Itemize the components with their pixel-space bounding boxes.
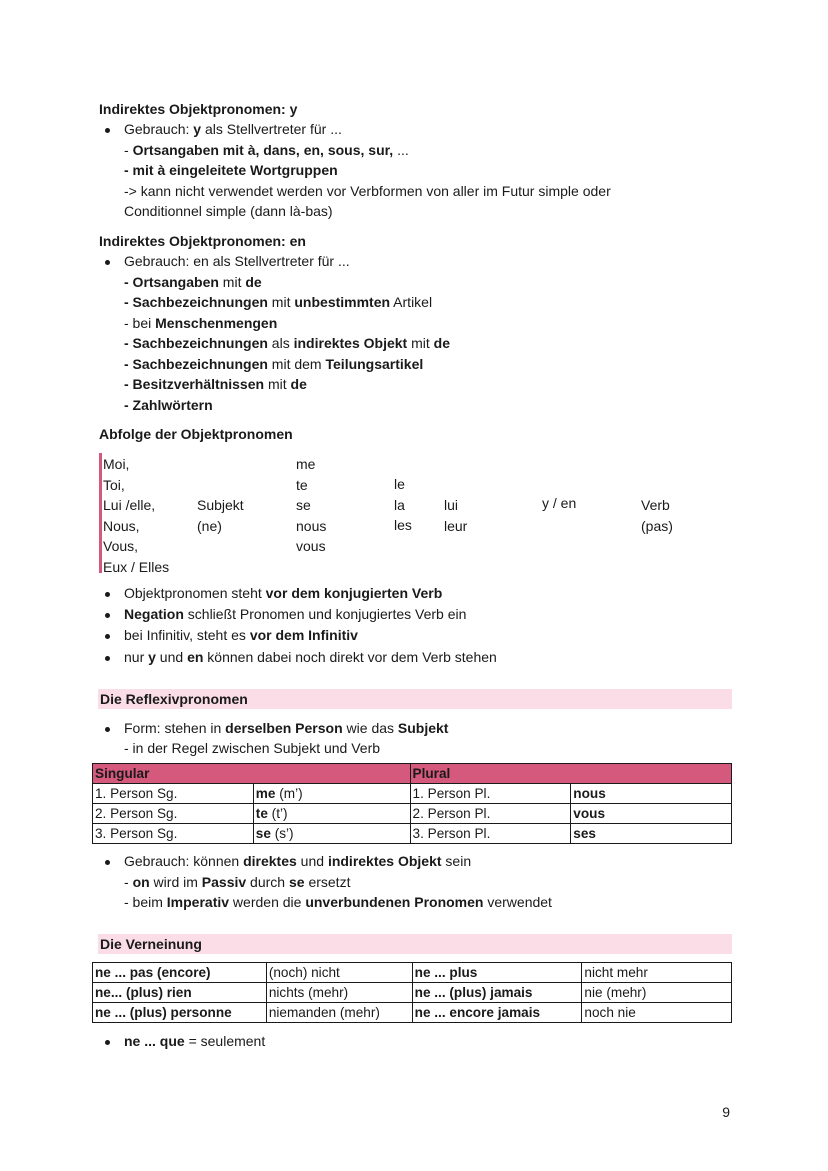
bullet-dot [105, 634, 110, 639]
table-cell: nicht mehr [582, 963, 732, 983]
reflexive-usage-line2: - on wird im Passiv durch se ersetzt [124, 874, 351, 890]
reflexive-form: Form: stehen in derselben Person wie das Subjekt [124, 720, 449, 736]
table-cell: nous [571, 784, 732, 804]
y-line-3: -> kann nicht verwendet werden vor Verbformen von aller im Futur simple oder [124, 183, 611, 199]
bullet-dot [105, 727, 110, 732]
table-cell: te (t’) [253, 804, 410, 824]
table-row [93, 983, 732, 1003]
reflexive-usage: Gebrauch: können direktes und indirektes Objekt sein [124, 853, 472, 869]
reflexive-table [92, 763, 732, 844]
head-plural: Plural [410, 764, 731, 784]
en-line-4: - Sachbezeichnungen als indirektes Objekt mit de [124, 335, 450, 351]
order-accent-bar [99, 453, 102, 573]
order-col-me: me te se nous vous [296, 456, 327, 554]
table-cell: ses [571, 824, 732, 844]
order-bullet-1: Objektpronomen steht vor dem konjugierten Verb [124, 585, 443, 601]
table-cell: 2. Person Sg. [93, 804, 254, 824]
bullet-dot [105, 128, 110, 133]
table-cell: (noch) nicht [266, 963, 412, 983]
en-line-3: - bei Menschenmengen [124, 315, 278, 331]
table-cell: ne... (plus) rien [93, 983, 267, 1003]
negation-table [92, 962, 732, 1023]
order-col-subject: Moi, Toi, Lui /elle, Nous, Vous, Eux / Elles [103, 456, 170, 575]
page-number: 9 [722, 1104, 730, 1120]
en-line-1: - Ortsangaben mit de [124, 274, 262, 290]
reflexive-usage-line3: - beim Imperativ werden die unverbundenen Pronomen verwendet [124, 894, 552, 910]
bullet-dot [105, 592, 110, 597]
en-usage: Gebrauch: en als Stellvertreter für ... [124, 253, 350, 269]
table-cell: 3. Person Sg. [93, 824, 254, 844]
order-bullet-4: nur y und en können dabei noch direkt vor dem Verb stehen [124, 649, 497, 665]
table-cell: ne ... (plus) personne [93, 1003, 267, 1023]
reflexive-form-line2: - in der Regel zwischen Subjekt und Verb [124, 740, 381, 756]
heading-order: Abfolge der Objektpronomen [99, 426, 293, 442]
table-row [93, 824, 732, 844]
table-row [93, 784, 732, 804]
table-cell: noch nie [582, 1003, 732, 1023]
y-line-2: - mit à eingeleitete Wortgruppen [124, 162, 338, 178]
order-col-verb: Verb (pas) [641, 497, 673, 534]
en-line-5: - Sachbezeichnungen mit dem Teilungsartikel [124, 356, 424, 372]
heading-y: Indirektes Objektpronomen: y [99, 101, 298, 117]
table-row [93, 963, 732, 983]
table-cell: 1. Person Pl. [410, 784, 571, 804]
table-cell: 3. Person Pl. [410, 824, 571, 844]
table-cell: se (s’) [253, 824, 410, 844]
en-line-7: - Zahlwörtern [124, 397, 213, 413]
table-row [93, 1003, 732, 1023]
table-cell: ne ... (plus) jamais [412, 983, 582, 1003]
en-line-2: - Sachbezeichnungen mit unbestimmten Artikel [124, 294, 433, 310]
heading-reflexive: Die Reflexivpronomen [98, 689, 732, 709]
table-cell: ne ... plus [412, 963, 582, 983]
table-cell: 1. Person Sg. [93, 784, 254, 804]
table-row [93, 804, 732, 824]
negation-que: ne ... que = seulement [124, 1033, 266, 1049]
bullet-dot [105, 613, 110, 618]
table-cell: ne ... pas (encore) [93, 963, 267, 983]
bullet-dot [105, 656, 110, 661]
order-col-subjekt: Subjekt (ne) [197, 497, 244, 534]
bullet-dot [105, 860, 110, 865]
table-cell: nie (mehr) [582, 983, 732, 1003]
table-cell: vous [571, 804, 732, 824]
order-col-lui: lui leur [444, 497, 468, 534]
y-usage: Gebrauch: y als Stellvertreter für ... [124, 121, 342, 137]
heading-en: Indirektes Objektpronomen: en [99, 233, 306, 249]
table-cell: nichts (mehr) [266, 983, 412, 1003]
bullet-dot [105, 260, 110, 265]
table-cell: 2. Person Pl. [410, 804, 571, 824]
table-cell: ne ... encore jamais [412, 1003, 582, 1023]
head-singular: Singular [93, 764, 411, 784]
y-line-4: Conditionnel simple (dann là-bas) [124, 203, 333, 219]
bullet-dot [105, 1040, 110, 1045]
y-line-1: - Ortsangaben mit à, dans, en, sous, sur, ... [124, 142, 409, 158]
en-line-6: - Besitzverhältnissen mit de [124, 376, 307, 392]
order-col-yen: y / en [542, 495, 577, 511]
table-cell: me (m’) [253, 784, 410, 804]
order-bullet-2: Negation schließt Pronomen und konjugiertes Verb ein [124, 606, 467, 622]
order-bullet-3: bei Infinitiv, steht es vor dem Infinitiv [124, 627, 358, 643]
order-col-le: le la les [394, 476, 412, 533]
reflexive-table-head [93, 764, 732, 784]
table-cell: niemanden (mehr) [266, 1003, 412, 1023]
heading-negation: Die Verneinung [98, 934, 732, 954]
